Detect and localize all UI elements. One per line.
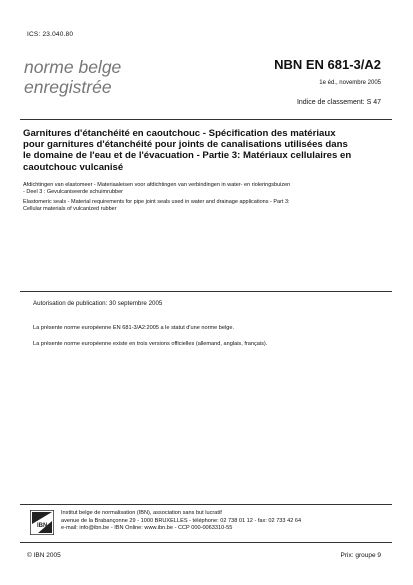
french-title-line: le domaine de l'eau et de l'évacuation - Partie 3: Matériaux cellulaires en <box>23 150 352 162</box>
ibn-logo-text: IBN <box>37 523 48 529</box>
french-title-line: pour garnitures d'étanchéité pour joints de canalisations utilisées dans <box>23 139 348 151</box>
french-title-line: Garnitures d'étanchéité en caoutchouc - Spécification des matériaux <box>23 128 336 139</box>
publication-authorisation: Autorisation de publication: 30 septembre 2005 <box>33 300 163 307</box>
middle-divider <box>20 291 392 292</box>
english-title-line: Cellular materials of vulcanized rubber <box>23 206 117 212</box>
bottom-divider <box>20 542 392 543</box>
institute-line: Institut belge de normalisation (IBN), association sans but lucratif <box>61 510 222 516</box>
institute-line: avenue de la Brabançonne 29 - 1000 BRUXELLES - téléphone: 02 738 01 12 - fax: 02 733 42 64 <box>61 517 302 524</box>
footer-divider <box>20 504 392 505</box>
brand-title <box>24 57 121 97</box>
english-title-line: Elastomeric seals - Material requirements for pipe joint seals used in water and drainage applications - Part 3: <box>23 199 290 205</box>
classification-index: Indice de classement: S 47 <box>296 99 381 106</box>
ics-code: ICS: 23.040.80 <box>27 31 74 38</box>
versions-statement: La présente norme européenne existe en trois versions officielles (allemand, anglais, français). <box>33 341 268 347</box>
dutch-title-line: - Deel 3 : Gevulcaniseerde schuimrubber <box>23 189 123 195</box>
norm-identifier: NBN EN 681-3/A2 <box>274 57 381 72</box>
french-title <box>23 128 391 173</box>
ibn-logo-icon <box>30 510 54 535</box>
top-divider <box>20 119 392 120</box>
status-statement: La présente norme européenne EN 681-3/A2:2005 a le statut d'une norme belge. <box>33 325 235 331</box>
price-group: Prix: groupe 9 <box>340 552 381 559</box>
institute-info <box>61 510 301 533</box>
dutch-title-line: Afdichtingen van elastomeer - Materiaaleisen voor afdichtingen van verbindingen in water- en rioleringsbuizen <box>23 182 291 188</box>
edition-date: 1e éd., novembre 2005 <box>319 80 381 86</box>
brand-line-2: enregistrée <box>24 77 112 97</box>
copyright-notice: © IBN 2005 <box>27 552 61 559</box>
brand-line-1: norme belge <box>24 57 122 77</box>
institute-line: e-mail: info@ibn.be - IBN Online: www.ibn.be - CCP 000-0063310-55 <box>61 525 233 531</box>
french-title-line: caoutchouc vulcanisé <box>23 161 124 173</box>
